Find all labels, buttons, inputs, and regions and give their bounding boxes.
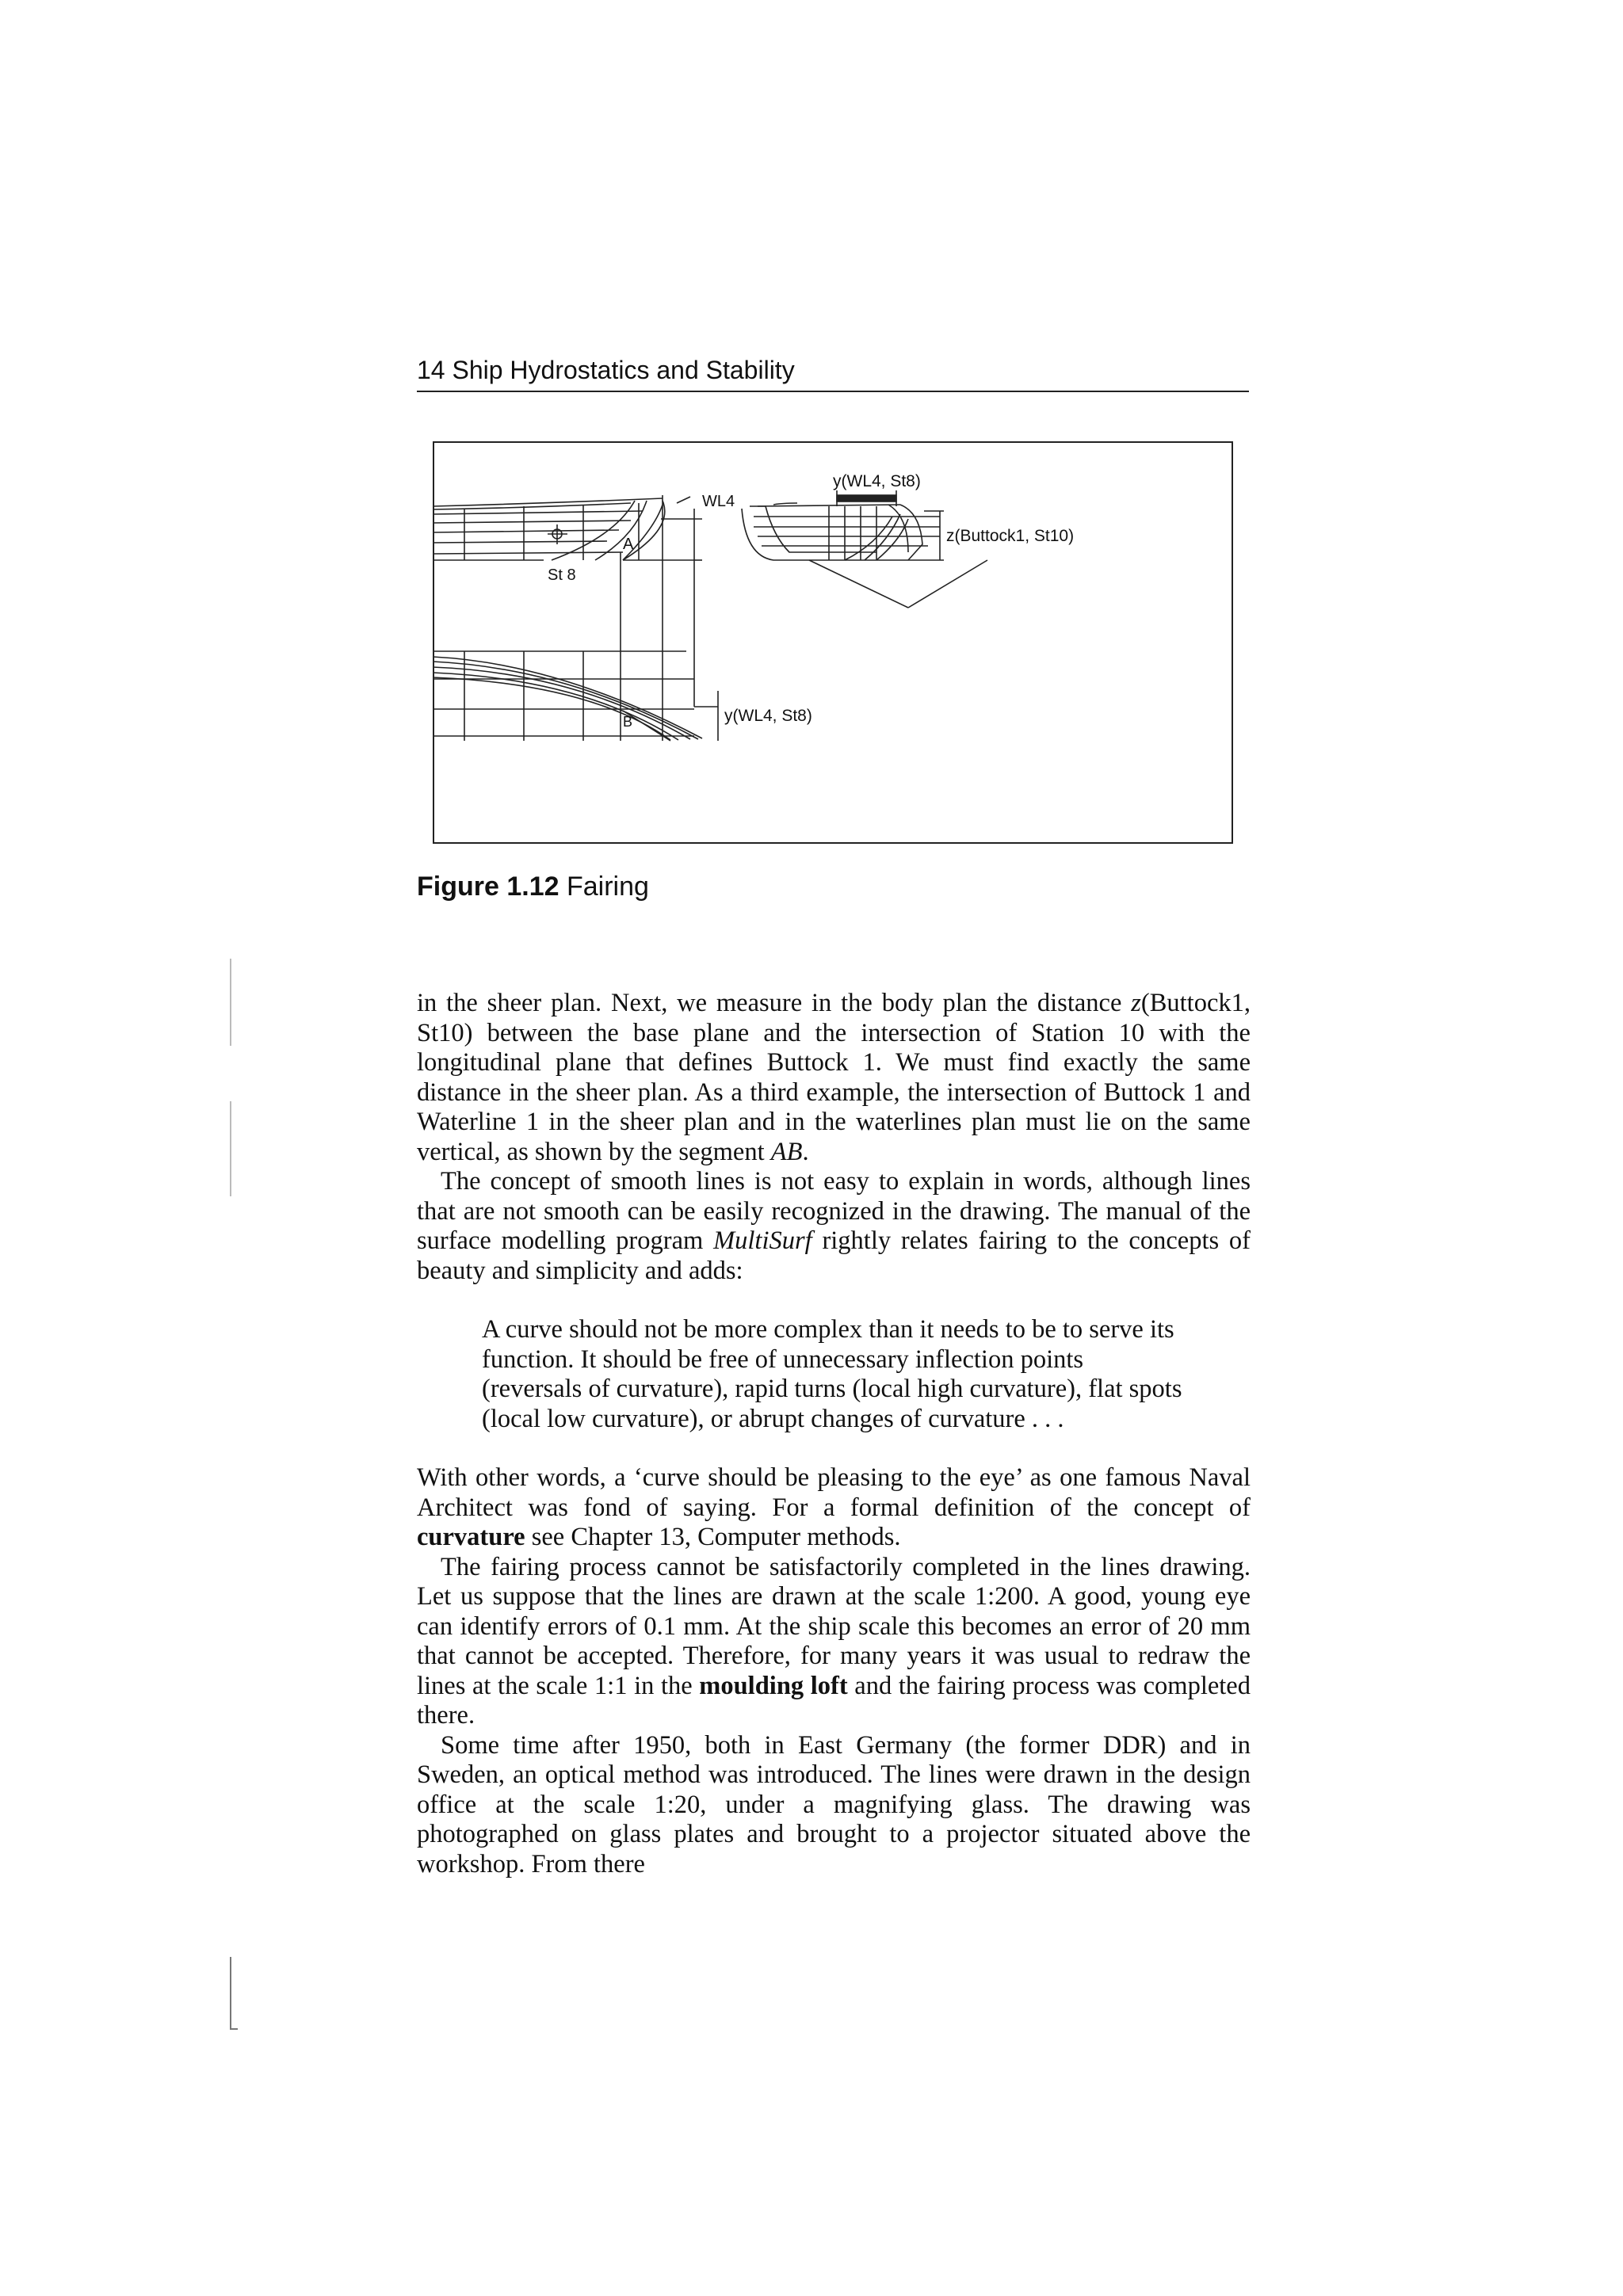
p1-text-a: in the sheer plan. Next, we measure in the body plan the distance — [417, 989, 1132, 1017]
p2-italic-multisurf: MultiSurf — [713, 1226, 812, 1255]
figure-caption — [417, 871, 649, 902]
paragraph-5: Some time after 1950, both in East Germany (the former DDR) and in Sweden, an optical method was introduced. The lines were drawn in the design office at the scale 1:20, under a magnifying glass. The drawing was photographed on glass plates and brought to a projector situated above the workshop. From there — [417, 1730, 1251, 1878]
p2-text-b: rightly relates fairing to the concepts of beauty and simplicity and adds: — [417, 1226, 1251, 1285]
p1-italic-ab: AB — [770, 1137, 803, 1166]
running-head: 14 Ship Hydrostatics and Stability — [417, 354, 1249, 392]
figure-caption-text: Fairing — [566, 871, 649, 902]
body-plan — [742, 490, 987, 608]
p3-text-a: With other words, a ‘curve should be pleasing to the eye’ as one famous Naval Architect was fond of saying. For a formal definition of the concept of — [417, 1463, 1251, 1522]
construction-lines — [621, 495, 718, 741]
scan-mark-1 — [230, 959, 231, 1046]
p3-text-b: see Chapter 13, Computer methods. — [525, 1523, 901, 1551]
paragraph-3 — [417, 1463, 1251, 1553]
label-point-a: A — [623, 536, 634, 553]
scan-mark-3 — [230, 1957, 231, 2028]
waterlines-plan — [433, 651, 702, 741]
p4-bold-moulding-loft: moulding loft — [699, 1671, 848, 1700]
label-wl4: WL4 — [702, 493, 735, 510]
label-y-wl4-st8-bottom: y(WL4, St8) — [724, 707, 812, 725]
p1-italic-z: z — [1131, 989, 1141, 1017]
label-point-b: B — [623, 714, 633, 730]
paragraph-1 — [417, 989, 1251, 1167]
paragraph-4 — [417, 1553, 1251, 1731]
p4-text-b: and the fairing process was completed there. — [417, 1671, 1251, 1730]
p3-bold-curvature: curvature — [417, 1523, 525, 1551]
label-st8: St 8 — [548, 566, 576, 584]
block-quote: A curve should not be more complex than it needs to be to serve its function. It should be free of unnecessary inflection points (reversals of curvature), rapid turns (local high curvature), flat spots (local low curvature), or abrupt changes of curvature . . . — [482, 1315, 1182, 1433]
paragraph-2 — [417, 1167, 1251, 1286]
fairing-figure — [433, 441, 1233, 844]
scan-mark-4 — [230, 2028, 238, 2030]
p1-text-end: . — [802, 1137, 809, 1166]
p4-text-a: The fairing process cannot be satisfactorily completed in the lines drawing. Let us suppose that the lines are drawn at the scale 1:200. A good, young eye can identify errors of 0.1 mm. At the ship scale this becomes an error of 20 mm that cannot be accepted. Therefore, for many years it was usual to redraw the lines at the scale 1:1 in the — [417, 1552, 1251, 1700]
label-y-wl4-st8-top: y(WL4, St8) — [833, 472, 921, 490]
scan-mark-2 — [230, 1101, 231, 1196]
p1-text-b: (Buttock1, St10) between the base plane and the intersection of Station 10 with the longitudinal plane that defines Buttock 1. We must find exactly the same distance in the sheer plan. As a third example, the intersection of Buttock 1 and Waterline 1 in the sheer plan and in the waterlines plan must lie on the same vertical, as shown by the segment — [417, 989, 1251, 1166]
figure-number: Figure 1.12 — [417, 871, 559, 902]
body-text — [417, 989, 1251, 1879]
sheer-plan — [433, 497, 694, 560]
p2-text-a: The concept of smooth lines is not easy to explain in words, although lines that are not smooth can be easily recognized in the drawing. The manual of the surface modelling program — [417, 1167, 1251, 1255]
label-z-buttock1-st10: z(Buttock1, St10) — [946, 527, 1075, 545]
